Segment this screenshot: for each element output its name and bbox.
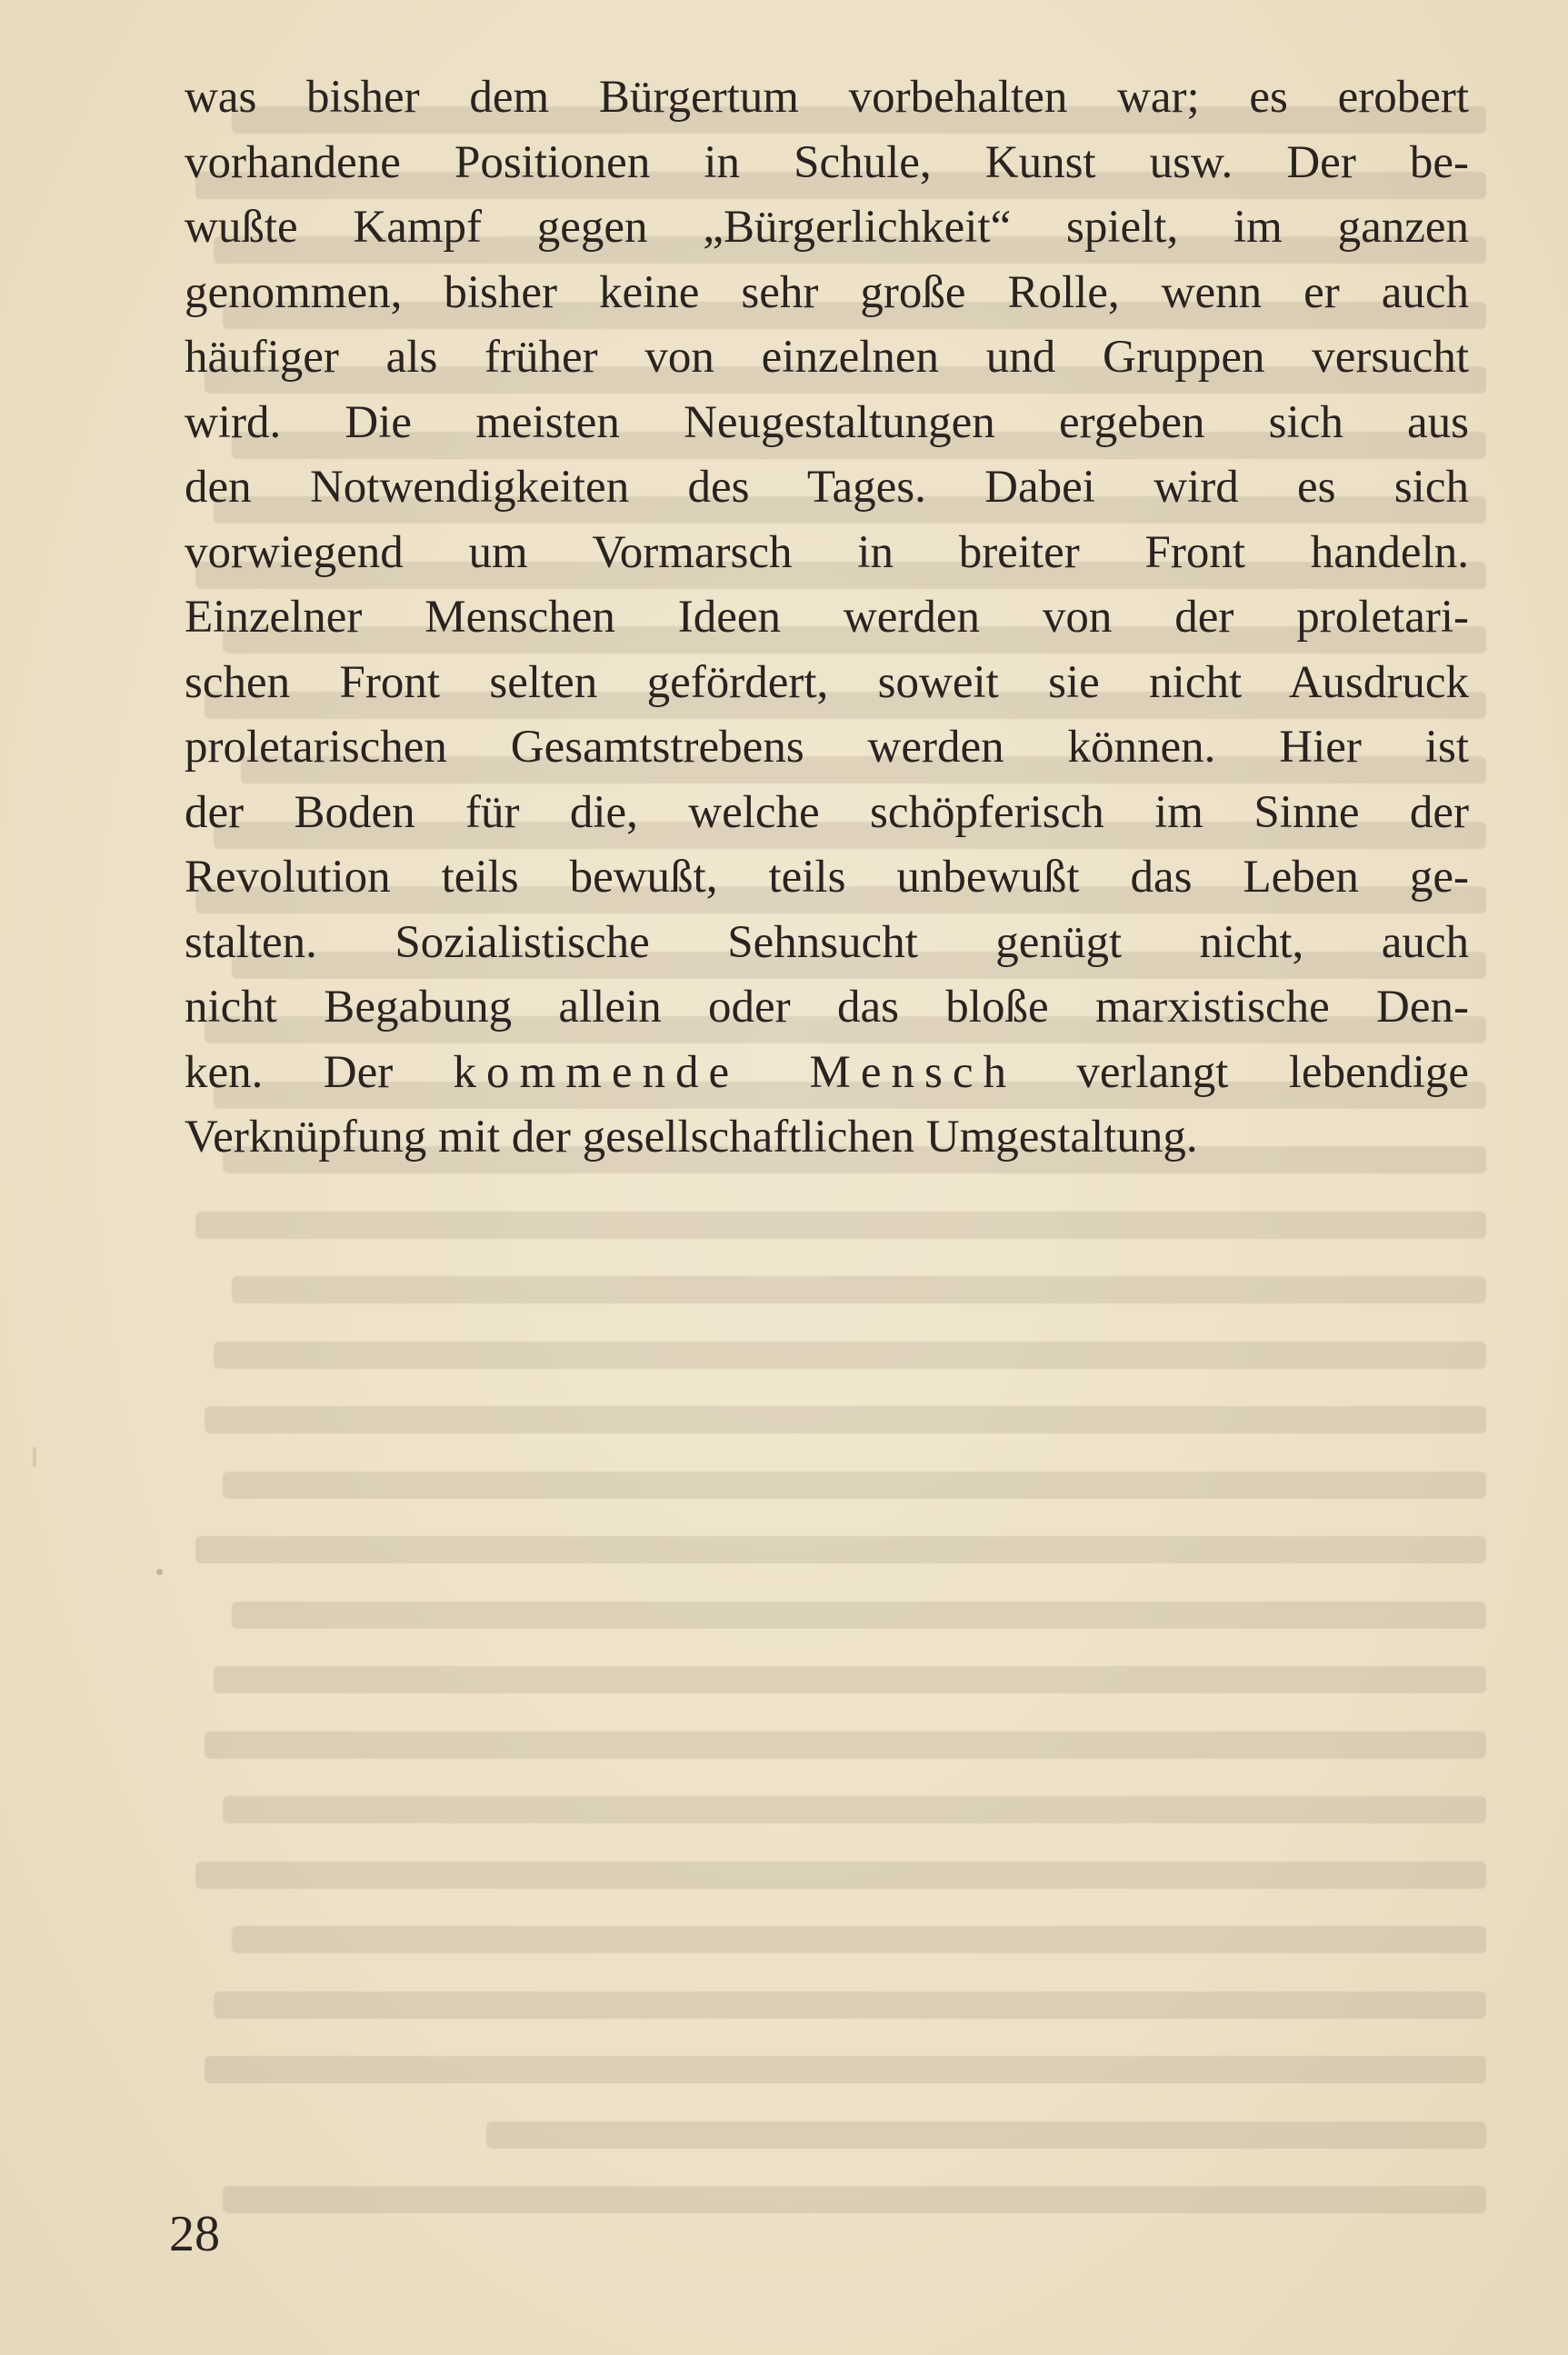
text-line: wird. Die meisten Neugestaltungen ergeben sich aus xyxy=(185,396,1469,448)
text-line: schen Front selten gefördert, soweit sie nicht Ausdruck xyxy=(185,656,1469,708)
text-line: häufiger als früher von einzelnen und Gruppen versucht xyxy=(185,332,1469,383)
text-line-spaced xyxy=(185,1041,1469,1106)
text-line: nicht Begabung allein oder das bloße marxistische Den- xyxy=(185,982,1469,1033)
text-line: proletarischen Gesamtstrebens werden können. Hier ist xyxy=(185,722,1469,773)
text-segment: verlangt lebendige xyxy=(1015,1046,1470,1098)
text-line: was bisher dem Bürgertum vorbehalten war; es erobert xyxy=(185,72,1469,123)
text-line: vorhandene Positionen in Schule, Kunst usw. Der be- xyxy=(185,136,1469,188)
text-line: genommen, bisher keine sehr große Rolle, wenn er auch xyxy=(185,266,1469,318)
text-line: Einzelner Menschen Ideen werden von der proletari- xyxy=(185,592,1469,643)
text-line: wußte Kampf gegen „Bürgerlichkeit“ spielt, im ganzen xyxy=(185,202,1469,253)
body-text xyxy=(185,65,1469,1171)
text-line: vorwiegend um Vormarsch in breiter Front handeln. xyxy=(185,526,1469,578)
paper-speck xyxy=(156,1569,163,1575)
spaced-emphasis: kommende Mensch xyxy=(453,1046,1016,1098)
page-number: 28 xyxy=(169,2206,220,2262)
text-line: der Boden für die, welche schöpferisch im Sinne der xyxy=(185,786,1469,838)
paper-speck xyxy=(33,1447,36,1467)
text-line-last: Verknüpfung mit der gesellschaftlichen Umgestaltung. xyxy=(185,1112,1198,1163)
text-line: den Notwendigkeiten des Tages. Dabei wird es sich xyxy=(185,462,1469,513)
text-line: stalten. Sozialistische Sehnsucht genügt nicht, auch xyxy=(185,916,1469,968)
text-line: Revolution teils bewußt, teils unbewußt das Leben ge- xyxy=(185,852,1469,903)
text-segment: ken. Der xyxy=(185,1046,454,1098)
